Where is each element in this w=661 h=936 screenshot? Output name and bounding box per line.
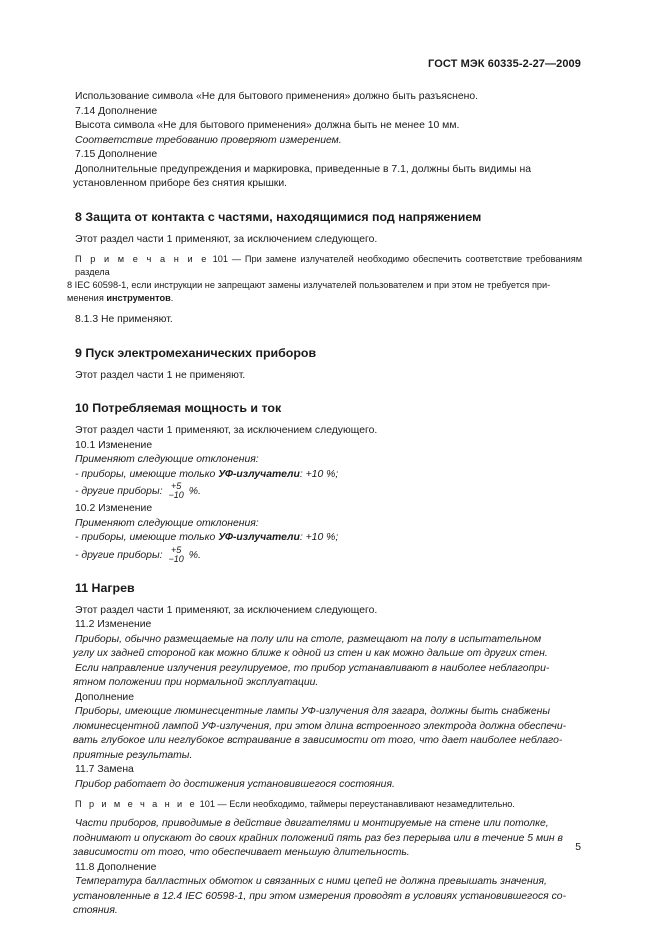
text-line: стояния.: [73, 905, 118, 916]
note-label: П р и м е ч а н и е: [75, 254, 209, 264]
section-8-note-line: менения инструментов.: [67, 293, 174, 303]
text-line: Прибор работает до достижения установившегося состояния.: [75, 778, 395, 790]
section-8-intro: Этот раздел части 1 применяют, за исключением следующего.: [75, 233, 378, 245]
text-line: Температура балластных обмоток и связанных с ними цепей не должна превышать значения,: [75, 876, 547, 887]
section-8-note-line: 8 IEC 60598-1, если инструкции не запрещают замены излучателей пользователем и при этом не требуется при-: [67, 280, 551, 290]
text-line: Если направление излучения регулируемое, то прибор устанавливают в наиболее неблагопри-: [75, 662, 550, 674]
section-11-heading: 11 Нагрев: [75, 580, 135, 595]
text-line: вать глубокое или неглубокое встраивание в зависимости от того, что дает наиболее неблаго-: [73, 735, 563, 746]
document-code: ГОСТ МЭК 60335-2-27—2009: [428, 58, 581, 70]
page-number: 5: [575, 842, 581, 853]
deviation-other: - другие приборы: +5 −10 %.: [75, 481, 201, 501]
text-line: Использование символа «Не для бытового применения» должно быть разъяснено.: [75, 91, 479, 102]
text-line: зависимости от того, что обеспечивает меньшую длительность.: [73, 847, 410, 858]
text-line: Приборы, имеющие люминесцентные лампы УФ-излучения для загара, должны быть снабжены: [75, 706, 551, 717]
compliance-text: Соответствие требованию проверяют измерением.: [75, 134, 342, 146]
text-line: приятные результаты.: [73, 749, 193, 761]
clause-number: 7.15 Дополнение: [75, 149, 158, 160]
section-9-heading: 9 Пуск электромеханических приборов: [75, 345, 317, 360]
text-line: Приборы, обычно размещаемые на полу или на столе, размещают на полу в испытательном: [75, 633, 542, 645]
deviation-uv: - приборы, имеющие только УФ-излучатели: +10 %;: [75, 468, 339, 480]
addition-heading: Дополнение: [75, 691, 135, 703]
text-line: Применяют следующие отклонения:: [75, 517, 259, 529]
tolerance-fraction: +5 −10: [168, 481, 184, 501]
text-line: Дополнительные предупреждения и маркировка, приведенные в 7.1, должны быть видимы на: [75, 163, 532, 175]
text-line: Части приборов, приводимые в действие двигателями и монтируемые на стене или потолке,: [75, 818, 549, 829]
section-9-intro: Этот раздел части 1 не применяют.: [75, 369, 246, 381]
section-10-intro: Этот раздел части 1 применяют, за исключением следующего.: [75, 425, 378, 436]
bold-term: инструментов: [106, 293, 171, 303]
clause-number: 11.2 Изменение: [75, 619, 152, 630]
clause-number: 10.2 Изменение: [75, 503, 153, 514]
text-line: установленном приборе без снятия крышки.: [73, 178, 288, 189]
text-line: ятном положении при нормальной эксплуатации.: [73, 677, 319, 688]
note-label: П р и м е ч а н и е: [75, 799, 198, 809]
text-line: люминесцентной лампой УФ-излучения, при этом длина встроенного электрода должна обеспечи-: [73, 720, 567, 732]
section-11-note: П р и м е ч а н и е 101 — Если необходимо, таймеры переустанавливают незамедлительно.: [75, 799, 515, 809]
text-line: Высота символа «Не для бытового применения» должна быть не менее 10 мм.: [75, 120, 460, 131]
page-content: [67, 90, 583, 919]
text-line: углу их задней стороной как можно ближе к одной из стен и как можно дальше от других стен.: [73, 648, 548, 659]
text-line: установленные в 12.4 IEC 60598-1, при этом измерения проводят в условиях установившегося со-: [73, 890, 567, 902]
tolerance-fraction: +5 −10: [168, 544, 184, 564]
text-line: поднимают и опускают до своих крайних положений пять раз без перерыва или в течение 5 мин в: [73, 832, 563, 844]
clause-number: 11.8 Дополнение: [75, 861, 157, 873]
deviation-uv: - приборы, имеющие только УФ-излучатели: +10 %;: [75, 532, 339, 543]
clause-number: 10.1 Изменение: [75, 439, 153, 451]
clause-8-1-3: 8.1.3 Не применяют.: [75, 314, 173, 325]
clause-number: 11.7 Замена: [75, 764, 134, 775]
deviation-other: - другие приборы: +5 −10 %.: [75, 544, 201, 564]
section-8-note: П р и м е ч а н и е 101 — При замене излучателей необходимо обеспечить соответствие требованиям раздела: [75, 254, 583, 277]
section-11-intro: Этот раздел части 1 применяют, за исключением следующего.: [75, 604, 378, 616]
text-line: Применяют следующие отклонения:: [75, 454, 259, 465]
clause-number: 7.14 Дополнение: [75, 105, 158, 117]
section-10-heading: 10 Потребляемая мощность и ток: [75, 401, 282, 415]
section-8-heading: 8 Защита от контакта с частями, находящимися под напряжением: [75, 209, 482, 224]
